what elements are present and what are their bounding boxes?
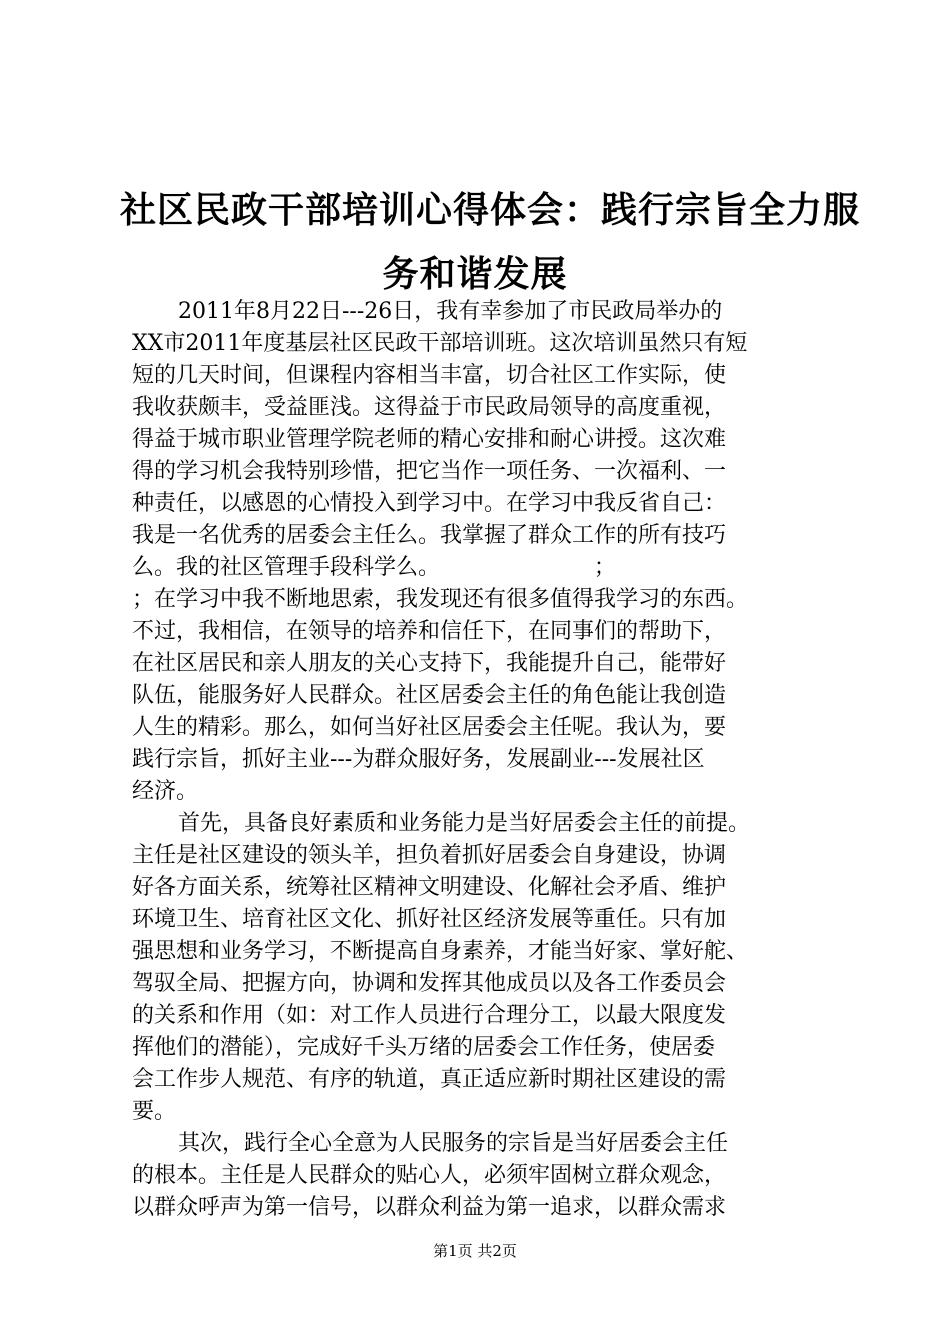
text-line: ；在学习中我不断地思索，我发现还有很多值得我学习的东西。 xyxy=(132,587,749,612)
text-line: 驾驭全局、把握方向，协调和发挥其他成员以及各工作委员会 xyxy=(132,971,727,996)
text-line: 的根本。主任是人民群众的贴心人，必须牢固树立群众观念， xyxy=(132,1163,727,1188)
text-line: 环境卫生、培育社区文化、抓好社区经济发展等重任。只有加 xyxy=(132,907,727,932)
text-line: 以群众呼声为第一信号，以群众利益为第一追求，以群众需求 xyxy=(132,1195,727,1220)
text-line: 经济。 xyxy=(132,779,199,804)
text-line: 我是一名优秀的居委会主任么。我掌握了群众工作的所有技巧 xyxy=(132,523,727,548)
text-line: 不过，我相信，在领导的培养和信任下，在同事们的帮助下， xyxy=(132,619,727,644)
text-line: 么。我的社区管理手段科学么。 ； xyxy=(132,555,616,580)
text-line: 首先，具备良好素质和业务能力是当好居委会主任的前提。 xyxy=(178,811,751,836)
paragraph-1 xyxy=(132,296,837,808)
text-line: 强思想和业务学习，不断提高自身素养，才能当好家、掌好舵、 xyxy=(132,939,749,964)
text-line: 主任是社区建设的领头羊，担负着抓好居委会自身建设，协调 xyxy=(132,843,727,868)
text-line: 得益于城市职业管理学院老师的精心安排和耐心讲授。这次难 xyxy=(132,427,727,452)
paragraph-2 xyxy=(132,808,837,1128)
text-line: 好各方面关系，统筹社区精神文明建设、化解社会矛盾、维护 xyxy=(132,875,727,900)
title-line: 社区民政干部培训心得体会：践行宗旨全力服 xyxy=(120,189,861,231)
text-line: 要。 xyxy=(132,1099,177,1124)
text-line: 的关系和作用（如：对工作人员进行合理分工，以最大限度发 xyxy=(132,1003,727,1028)
page-footer: 第1页 共2页 xyxy=(433,1242,517,1260)
text-line: 在社区居民和亲人朋友的关心支持下，我能提升自己，能带好 xyxy=(132,651,727,676)
text-line: 我收获颇丰，受益匪浅。这得益于市民政局领导的高度重视， xyxy=(132,395,727,420)
text-line: 其次，践行全心全意为人民服务的宗旨是当好居委会主任 xyxy=(178,1131,729,1156)
text-line: 践行宗旨，抓好主业---为群众服好务，发展副业---发展社区 xyxy=(132,747,705,772)
text-line: 挥他们的潜能），完成好千头万绪的居委会工作任务，使居委 xyxy=(132,1035,716,1060)
document-title xyxy=(120,178,861,306)
text-line: 2011年8月22日---26日，我有幸参加了市民政局举办的 xyxy=(178,299,723,324)
text-line: 得的学习机会我特别珍惜，把它当作一项任务、一次福利、一 xyxy=(132,459,727,484)
text-line: 人生的精彩。那么，如何当好社区居委会主任呢。我认为，要 xyxy=(132,715,727,740)
text-line: 种责任，以感恩的心情投入到学习中。在学习中我反省自己： xyxy=(132,491,727,516)
text-line: 会工作步人规范、有序的轨道，真正适应新时期社区建设的需 xyxy=(132,1067,727,1092)
text-line: 队伍，能服务好人民群众。社区居委会主任的角色能让我创造 xyxy=(132,683,727,708)
paragraph-3 xyxy=(132,1128,837,1224)
text-line: XX市2011年度基层社区民政干部培训班。这次培训虽然只有短 xyxy=(132,331,748,356)
document-body xyxy=(132,296,837,1224)
title-line: 务和谐发展 xyxy=(382,253,568,295)
text-line: 短的几天时间，但课程内容相当丰富，切合社区工作实际，使 xyxy=(132,363,727,388)
